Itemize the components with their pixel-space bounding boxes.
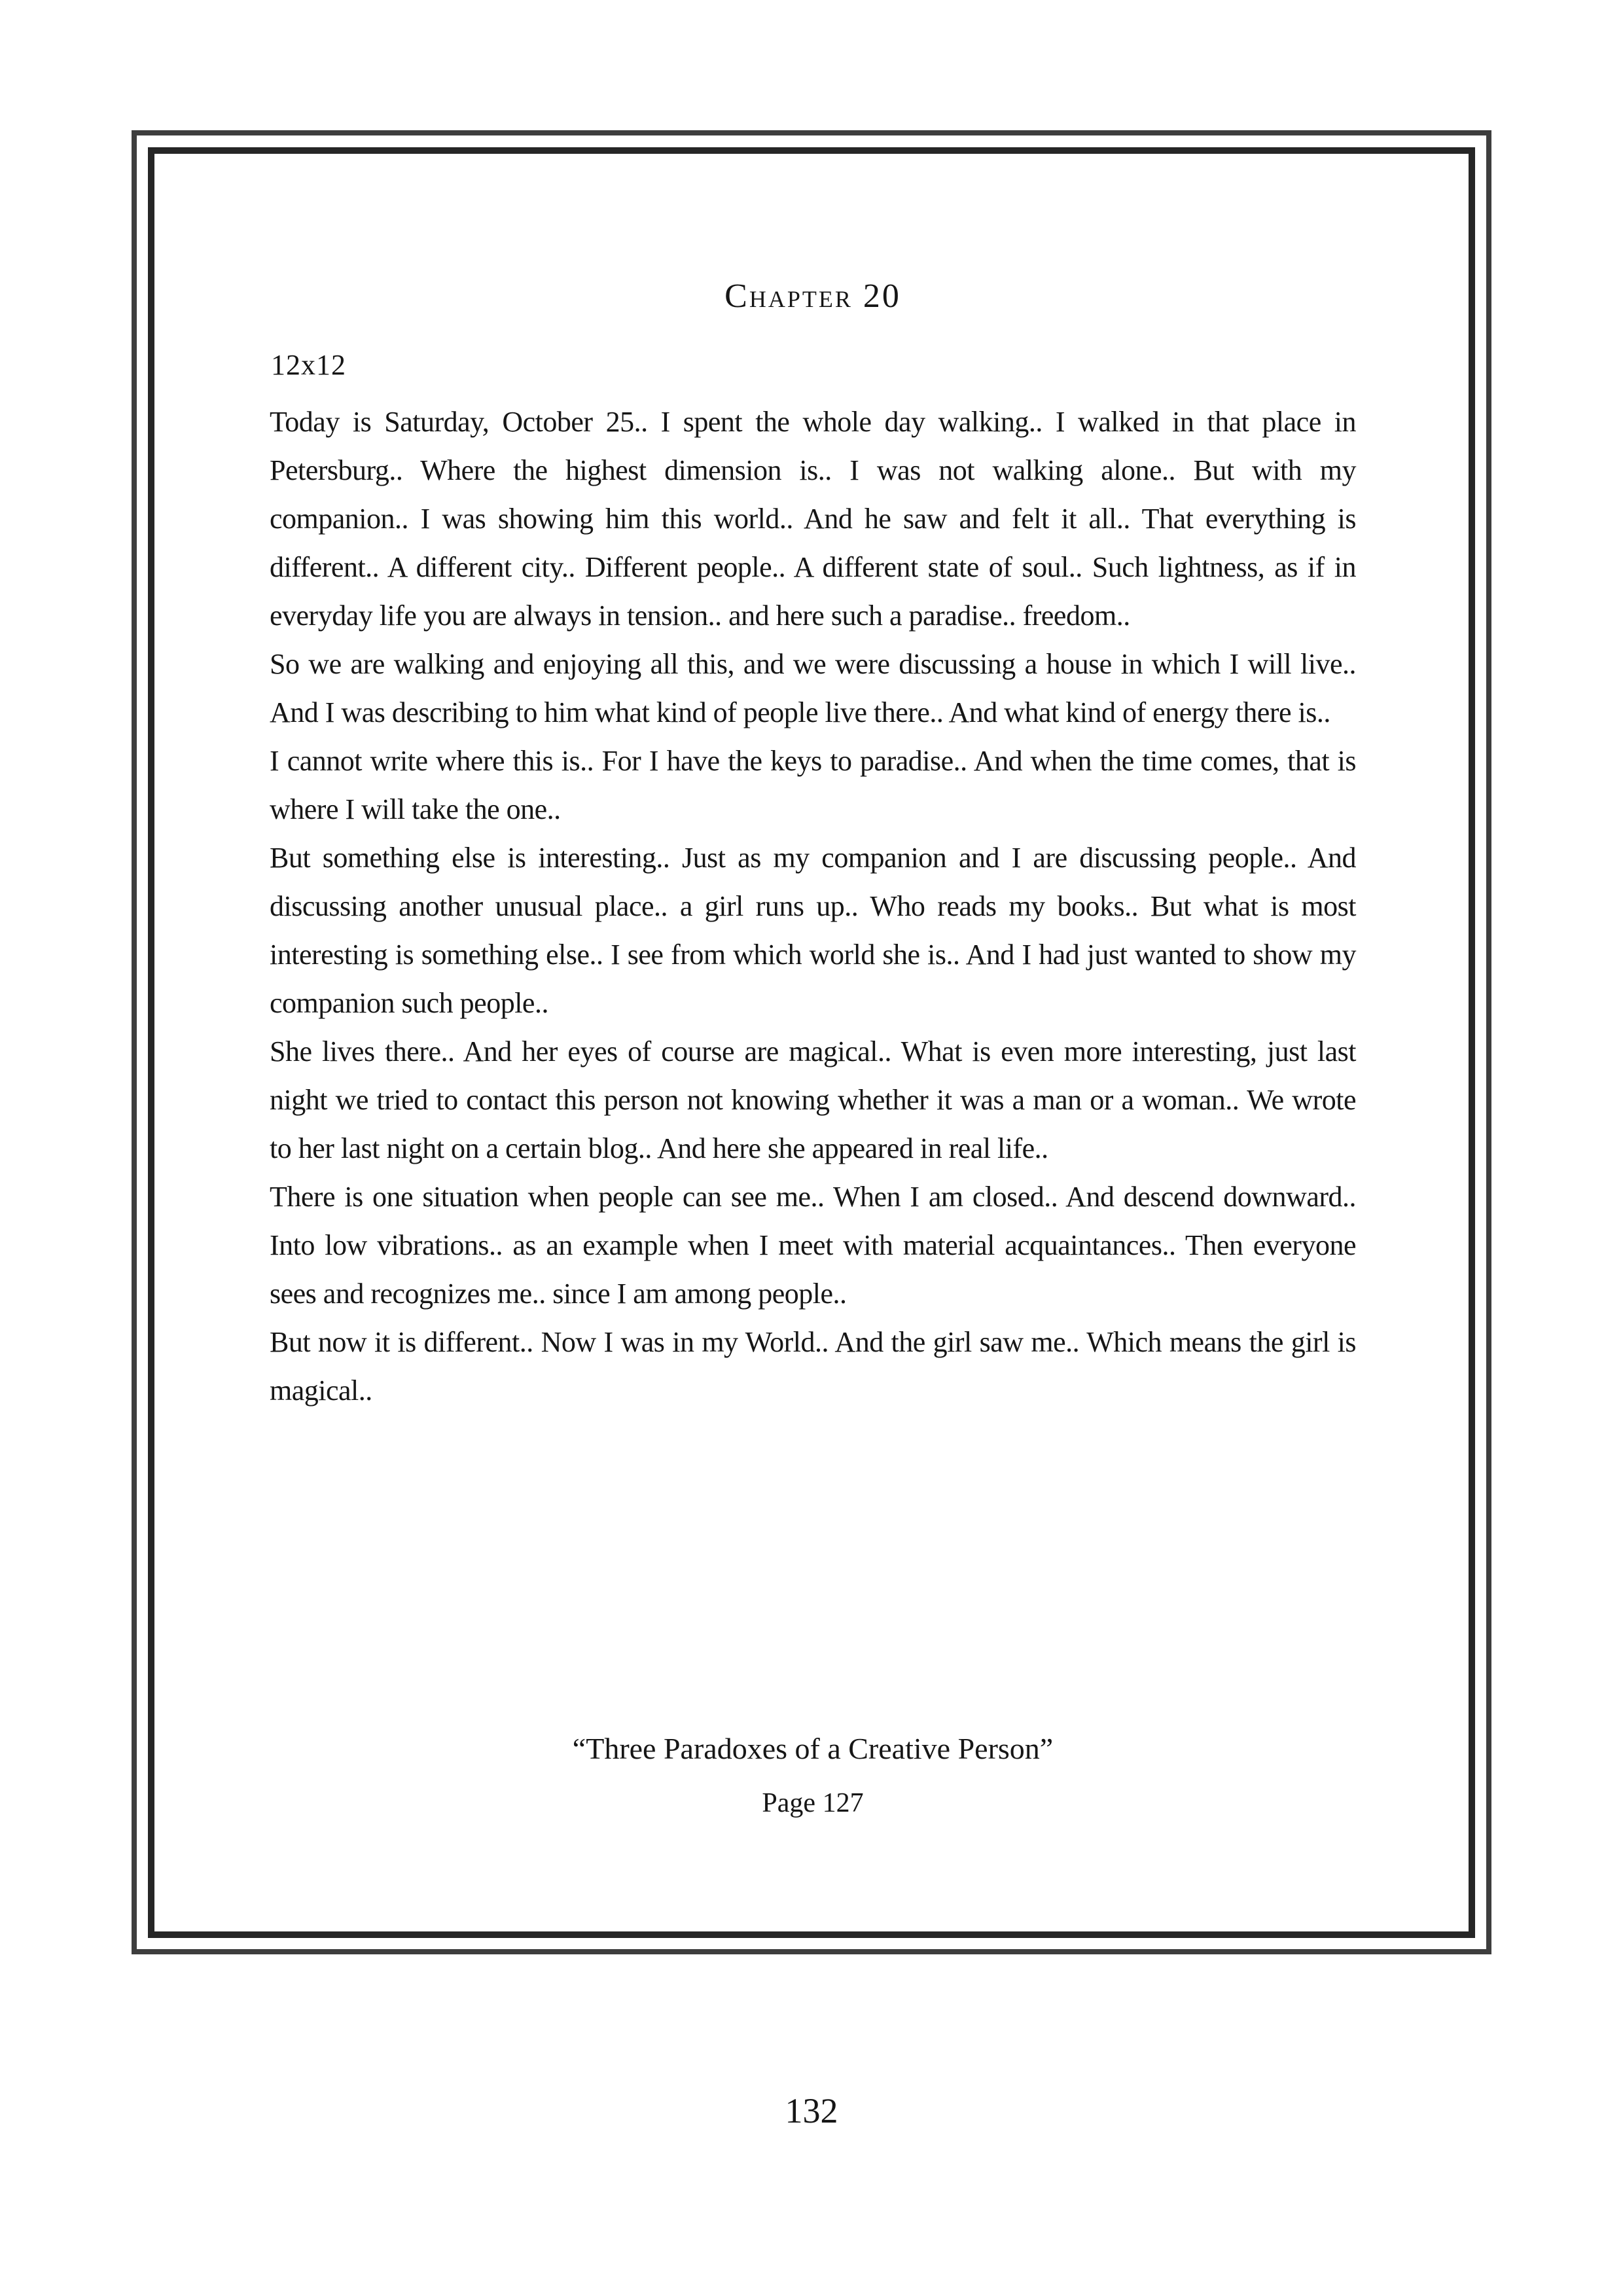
paragraph: Today is Saturday, October 25.. I spent the whole day walking.. I walked in that place in Petersburg.. Where the highest dimension is.. I was not walking alone.. But with my companion.. I was showing him this world.. And he saw and felt it all.. That everything is different.. A different city.. Different people.. A different state of soul.. Such lightness, as if in everyday life you are always in tension.. and here such a paradise.. freedom..: [270, 406, 1356, 632]
paragraph: But something else is interesting.. Just as my companion and I are discussing people.. And discussing another unusual place.. a girl runs up.. Who reads my books.. But what is most interesting is something else.. I see from which world she is.. And I had just wanted to show my companion such people..: [270, 842, 1356, 1019]
entry-label: 12x12: [271, 349, 346, 381]
body-text: [270, 398, 1356, 1415]
source-page-ref: Page 127: [762, 1788, 864, 1818]
paragraph: So we are walking and enjoying all this, and we were discussing a house in which I will live.. And I was describing to him what kind of people live there.. And what kind of energy there is..: [270, 648, 1356, 728]
page-number: 132: [785, 2091, 838, 2130]
paragraph: But now it is different.. Now I was in my World.. And the girl saw me.. Which means the girl is magical..: [270, 1326, 1356, 1407]
paragraph: There is one situation when people can see me.. When I am closed.. And descend downward.. Into low vibrations.. as an example when I meet with material acquaintances.. Then everyone sees and recognizes me.. since I am among people..: [270, 1181, 1356, 1310]
paragraph: She lives there.. And her eyes of course are magical.. What is even more interesting, just last night we tried to contact this person not knowing whether it was a man or a woman.. We wrote to her last night on a certain blog.. And here she appeared in real life..: [270, 1035, 1356, 1164]
book-title: “Three Paradoxes of a Creative Person”: [572, 1732, 1054, 1765]
paragraph: I cannot write where this is.. For I have the keys to paradise.. And when the time comes, that is where I will take the one..: [270, 745, 1356, 825]
chapter-heading: Chapter 20: [724, 278, 901, 315]
